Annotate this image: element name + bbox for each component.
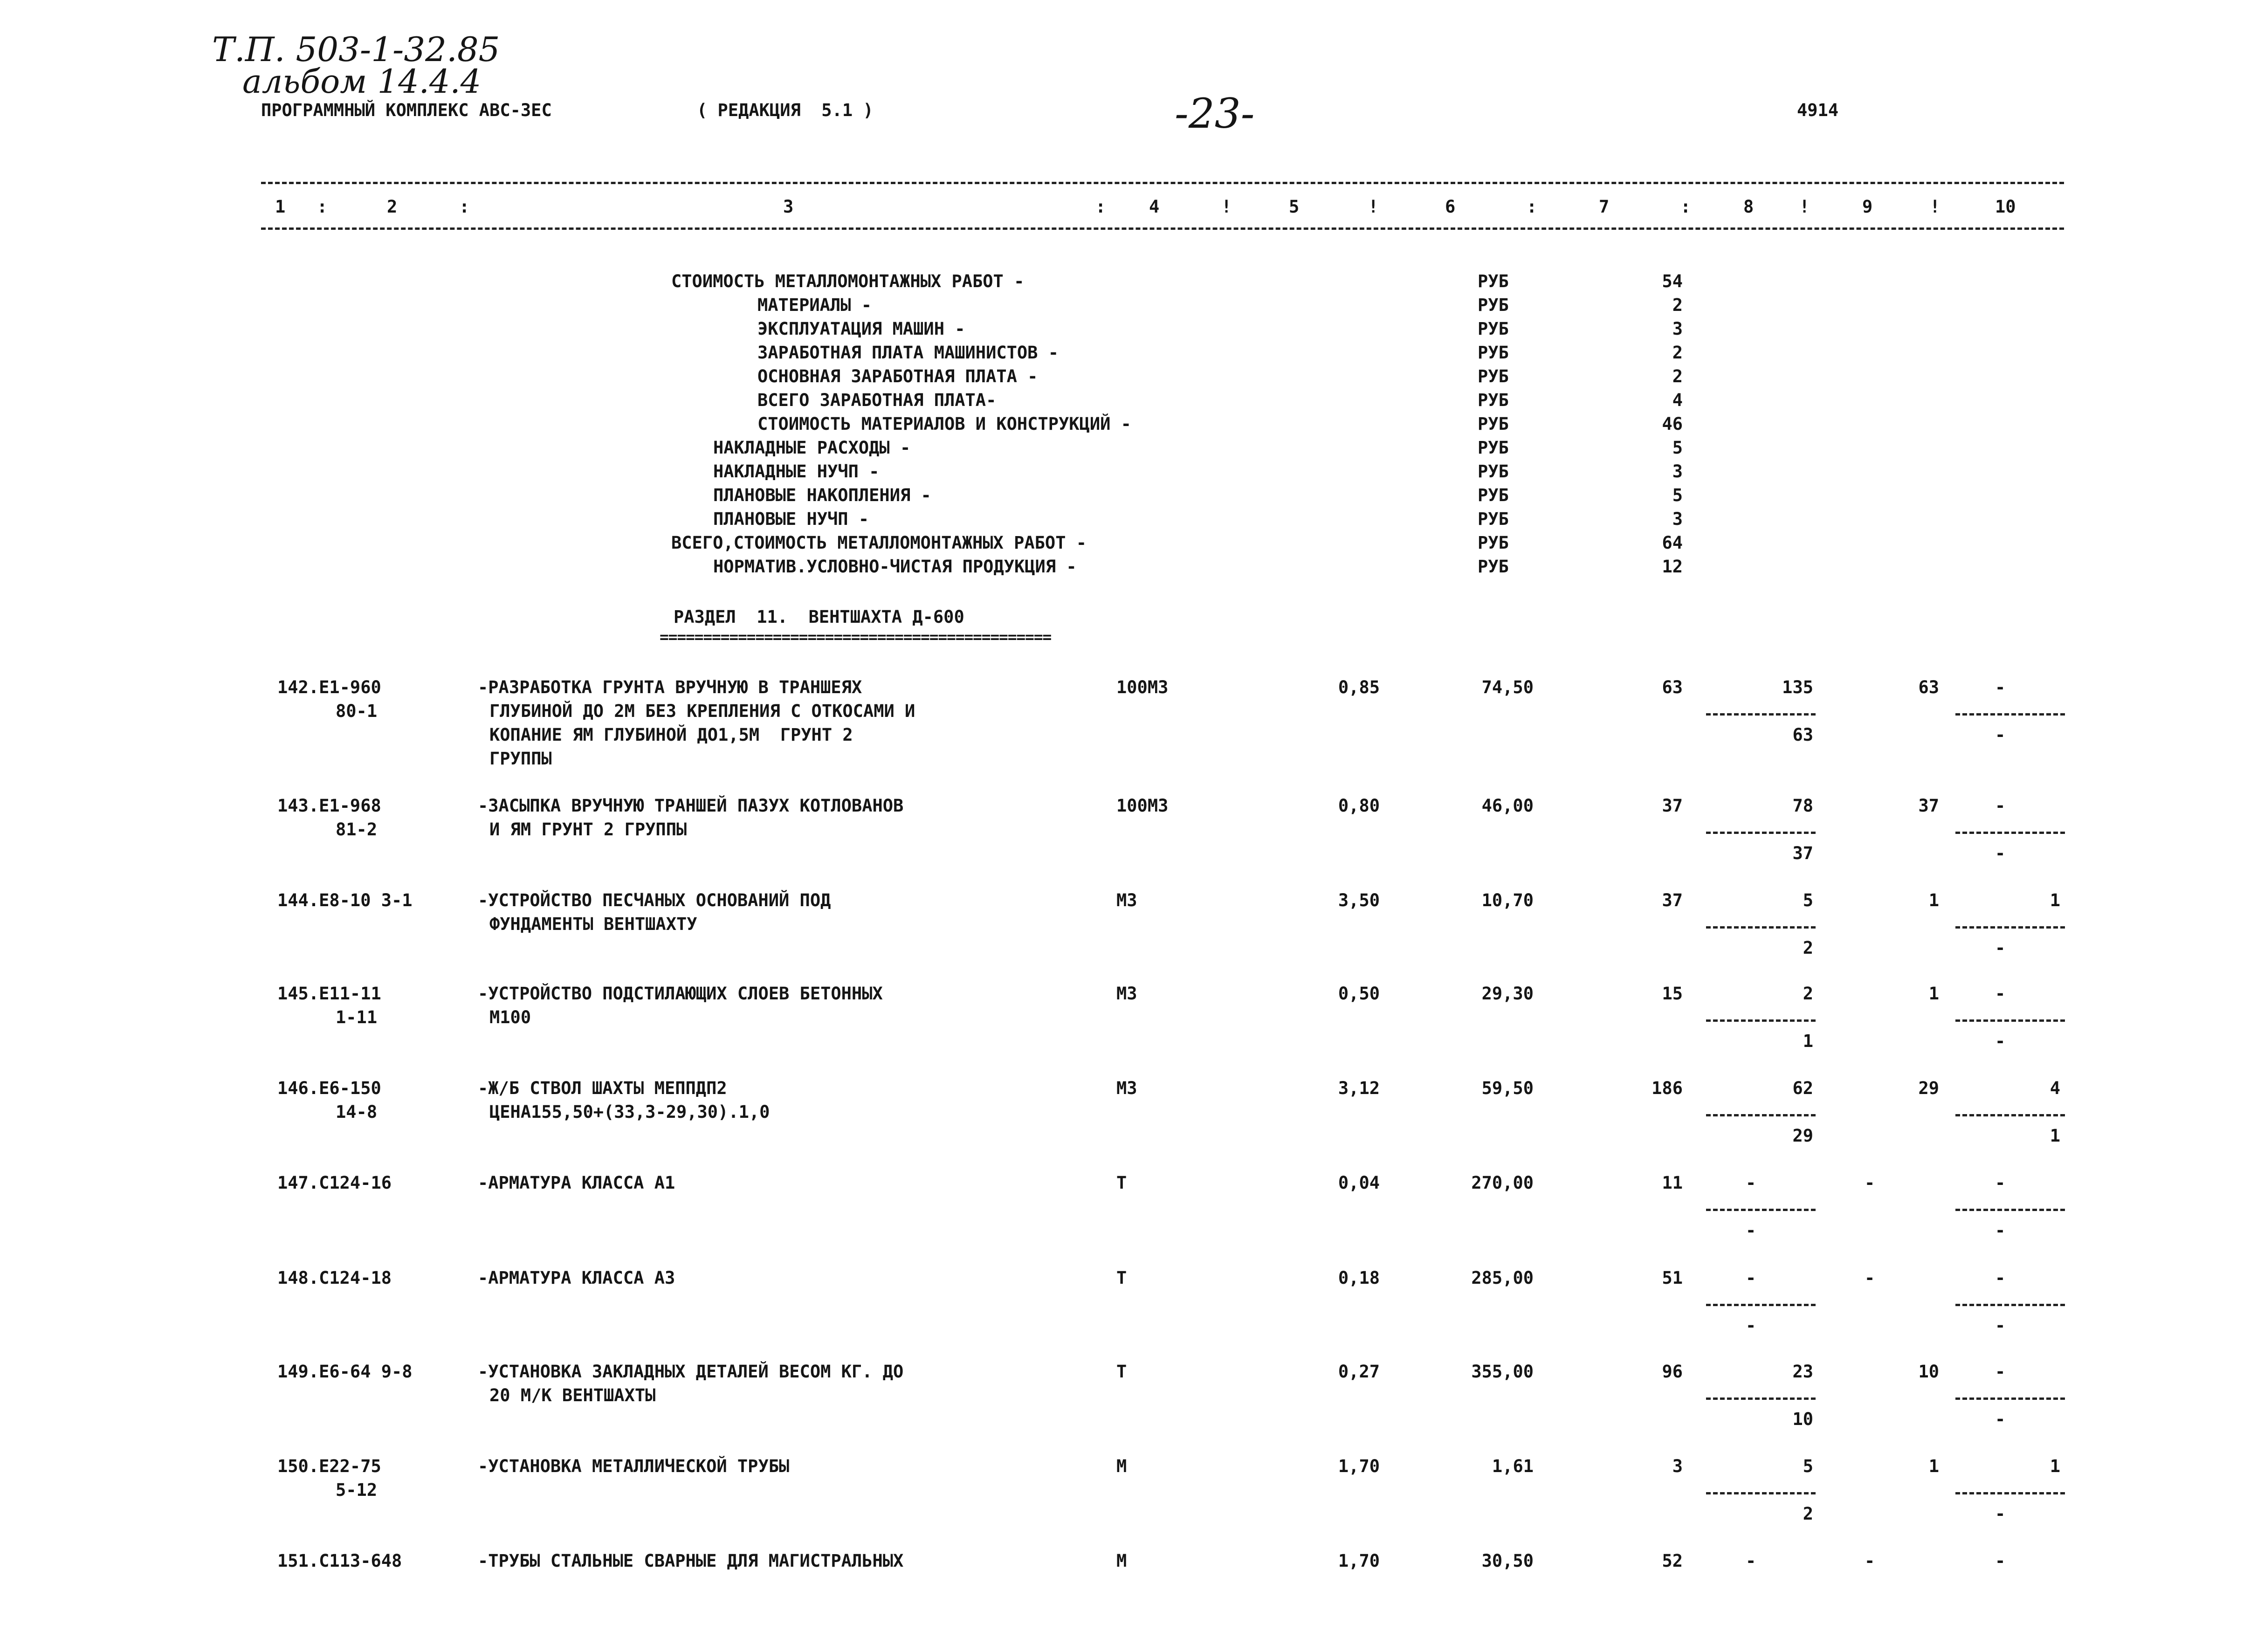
row-total: 37 [1662,796,1683,816]
summary-value: 3 [1672,319,1683,339]
row-col10-top: 4 [2050,1078,2060,1098]
row-total: 3 [1672,1456,1683,1476]
row-col10-rule [1955,1397,2065,1400]
row-col10-rule [1955,926,2065,929]
row-col10-bottom: - [1995,1220,2006,1240]
row-col8-bottom: 1 [1803,1031,1813,1051]
row-col10-top: - [1995,984,2006,1004]
col-sep: : [1095,197,1106,217]
col-sep: : [317,197,328,217]
col-sep: : [1680,197,1691,217]
row-unit: Т [1116,1268,1127,1288]
row-col8-bottom: - [1746,1315,1756,1335]
row-col8-rule [1706,1492,1816,1494]
row-total: 11 [1662,1173,1683,1193]
row-price: 10,70 [1481,890,1534,910]
row-col10-rule [1955,1209,2065,1211]
row-price: 285,00 [1471,1268,1534,1288]
row-col9: - [1865,1551,1875,1571]
col-10: 10 [1995,197,2016,217]
row-desc-line: -АРМАТУРА КЛАССА А1 [478,1173,675,1193]
row-col9: 1 [1928,984,1939,1004]
row-col8-rule [1706,1019,1816,1022]
row-qty: 0,50 [1338,984,1380,1004]
row-qty: 0,27 [1338,1362,1380,1382]
section-title: РАЗДЕЛ 11. ВЕНТШАХТА Д-600 [674,607,964,627]
row-code: 147.С124-16 [277,1173,392,1193]
summary-unit: РУБ [1478,509,1509,529]
col-7: 7 [1599,197,1610,217]
row-col8-bottom: 2 [1803,938,1813,958]
summary-label: НАКЛАДНЫЕ НУЧП - [713,461,880,482]
row-code: 151.С113-648 [277,1551,402,1571]
row-col10-top: - [1995,1268,2006,1288]
row-col8-bottom: 2 [1803,1504,1813,1524]
summary-unit: РУБ [1478,343,1509,363]
row-unit: 100М3 [1116,796,1169,816]
summary-label: ОСНОВНАЯ ЗАРАБОТНАЯ ПЛАТА - [757,366,1038,386]
row-code: 148.С124-18 [277,1268,392,1288]
row-unit: М [1116,1456,1127,1476]
row-col10-top: - [1995,1362,2006,1382]
row-desc-line: -Ж/Б СТВОЛ ШАХТЫ МЕППДП2 [478,1078,727,1098]
row-col8-top: - [1746,1173,1756,1193]
col-4: 4 [1149,197,1160,217]
row-price: 59,50 [1481,1078,1534,1098]
row-unit: М3 [1116,1078,1137,1098]
row-col8-top: 62 [1792,1078,1813,1098]
row-col10-rule [1955,713,2065,716]
row-col10-bottom: - [1995,1315,2006,1335]
summary-unit: РУБ [1478,271,1509,291]
row-desc-line: -РАЗРАБОТКА ГРУНТА ВРУЧНУЮ В ТРАНШЕЯХ [478,677,862,697]
row-col9: 1 [1928,1456,1939,1476]
program-edition: ( РЕДАКЦИЯ 5.1 ) [697,100,874,120]
row-col10-bottom: - [1995,1409,2006,1429]
row-code-sub: 80-1 [336,701,378,721]
row-qty: 0,04 [1338,1173,1380,1193]
summary-unit: РУБ [1478,295,1509,315]
row-col10-top: 1 [2050,890,2060,910]
row-desc-line: КОПАНИЕ ЯМ ГЛУБИНОЙ ДО1,5М ГРУНТ 2 [489,725,853,745]
row-col9: - [1865,1268,1875,1288]
row-col10-rule [1955,1019,2065,1022]
row-col10-top: - [1995,1173,2006,1193]
summary-unit: РУБ [1478,461,1509,482]
col-8: 8 [1743,197,1754,217]
col-sep: ! [1221,197,1232,217]
summary-label: СТОИМОСТЬ МАТЕРИАЛОВ И КОНСТРУКЦИЙ - [757,414,1131,434]
row-price: 29,30 [1481,984,1534,1004]
summary-unit: РУБ [1478,438,1509,458]
document-code: 4914 [1797,100,1839,120]
section-underline: ============================================= [660,628,1052,646]
summary-label: ВСЕГО ЗАРАБОТНАЯ ПЛАТА- [757,390,997,410]
row-code-sub: 1-11 [336,1007,378,1027]
row-col10-top: - [1995,677,2006,697]
row-code: 143.Е1-968 [277,796,381,816]
row-col8-rule [1706,1397,1816,1400]
row-price: 270,00 [1471,1173,1534,1193]
summary-unit: РУБ [1478,319,1509,339]
handwritten-project-number: Т.П. 503-1-32.85 [212,30,500,69]
row-code: 142.Е1-960 [277,677,381,697]
col-3: 3 [783,197,794,217]
summary-value: 3 [1672,461,1683,482]
row-unit: 100М3 [1116,677,1169,697]
row-desc-line: -УСТАНОВКА ЗАКЛАДНЫХ ДЕТАЛЕЙ ВЕСОМ КГ. ДО [478,1362,904,1382]
row-col8-top: 78 [1792,796,1813,816]
row-unit: Т [1116,1362,1127,1382]
row-col10-rule [1955,1114,2065,1116]
row-col8-top: 5 [1803,890,1813,910]
row-col8-bottom: 29 [1792,1126,1813,1146]
row-total: 37 [1662,890,1683,910]
row-col8-bottom: 10 [1792,1409,1813,1429]
row-code: 150.Е22-75 [277,1456,381,1476]
summary-unit: РУБ [1478,557,1509,577]
col-9: 9 [1862,197,1873,217]
row-desc-line: ГЛУБИНОЙ ДО 2М БЕЗ КРЕПЛЕНИЯ С ОТКОСАМИ И [489,701,915,721]
row-code: 144.Е8-10 3-1 [277,890,413,910]
row-col8-top: 2 [1803,984,1813,1004]
summary-value: 3 [1672,509,1683,529]
row-total: 186 [1651,1078,1683,1098]
row-code-sub: 81-2 [336,819,378,840]
row-col10-rule [1955,1492,2065,1494]
row-col10-top: - [1995,796,2006,816]
col-sep: : [1527,197,1537,217]
summary-value: 5 [1672,438,1683,458]
row-unit: М3 [1116,890,1137,910]
row-col10-rule [1955,832,2065,834]
summary-label: НОРМАТИВ.УСЛОВНО-ЧИСТАЯ ПРОДУКЦИЯ - [713,557,1077,577]
summary-label: ПЛАНОВЫЕ НАКОПЛЕНИЯ - [713,485,931,505]
row-col10-rule [1955,1304,2065,1306]
summary-unit: РУБ [1478,485,1509,505]
row-code-sub: 14-8 [336,1102,378,1122]
program-name: ПРОГРАММНЫЙ КОМПЛЕКС АВС-3ЕС [261,100,552,120]
row-desc-line: -ЗАСЫПКА ВРУЧНУЮ ТРАНШЕЙ ПАЗУХ КОТЛОВАНОВ [478,796,904,816]
row-col8-bottom: 37 [1792,843,1813,863]
summary-value: 2 [1672,343,1683,363]
row-qty: 0,18 [1338,1268,1380,1288]
row-code: 145.Е11-11 [277,984,381,1004]
row-col8-bottom: - [1746,1220,1756,1240]
row-col10-bottom: - [1995,938,2006,958]
row-desc-line: ФУНДАМЕНТЫ ВЕНТШАХТУ [489,914,697,934]
row-desc-line: 20 М/К ВЕНТШАХТЫ [489,1385,656,1405]
row-col8-rule [1706,1209,1816,1211]
col-sep: : [459,197,470,217]
row-col10-bottom: - [1995,843,2006,863]
row-col10-bottom: - [1995,1504,2006,1524]
row-unit: Т [1116,1173,1127,1193]
summary-value: 5 [1672,485,1683,505]
row-price: 355,00 [1471,1362,1534,1382]
row-total: 15 [1662,984,1683,1004]
summary-unit: РУБ [1478,533,1509,553]
row-desc-line: -УСТАНОВКА МЕТАЛЛИЧЕСКОЙ ТРУБЫ [478,1456,790,1476]
row-code-sub: 5-12 [336,1480,378,1500]
summary-label: ВСЕГО,СТОИМОСТЬ МЕТАЛЛОМОНТАЖНЫХ РАБОТ - [671,533,1087,553]
col-1: 1 [275,197,286,217]
row-col8-rule [1706,926,1816,929]
row-col9: 1 [1928,890,1939,910]
row-desc-line: -ТРУБЫ СТАЛЬНЫЕ СВАРНЫЕ ДЛЯ МАГИСТРАЛЬНЫХ [478,1551,904,1571]
page-number: -23- [1175,89,1255,138]
row-qty: 1,70 [1338,1456,1380,1476]
row-qty: 0,85 [1338,677,1380,697]
row-col8-bottom: 63 [1792,725,1813,745]
summary-label: НАКЛАДНЫЕ РАСХОДЫ - [713,438,911,458]
col-5: 5 [1289,197,1300,217]
row-col10-top: - [1995,1551,2006,1571]
row-qty: 3,50 [1338,890,1380,910]
row-code: 146.Е6-150 [277,1078,381,1098]
row-desc-line: -АРМАТУРА КЛАССА А3 [478,1268,675,1288]
row-desc-line: -УСТРОЙСТВО ПОДСТИЛАЮЩИХ СЛОЕВ БЕТОННЫХ [478,984,883,1004]
row-qty: 1,70 [1338,1551,1380,1571]
summary-value: 46 [1662,414,1683,434]
row-price: 46,00 [1481,796,1534,816]
summary-value: 2 [1672,366,1683,386]
row-col8-rule [1706,1114,1816,1116]
row-code: 149.Е6-64 9-8 [277,1362,413,1382]
summary-label: ЗАРАБОТНАЯ ПЛАТА МАШИНИСТОВ - [757,343,1059,363]
row-col9: 63 [1918,677,1939,697]
row-col8-rule [1706,832,1816,834]
col-sep: ! [1930,197,1940,217]
summary-value: 64 [1662,533,1683,553]
row-total: 96 [1662,1362,1683,1382]
row-total: 63 [1662,677,1683,697]
row-col8-rule [1706,1304,1816,1306]
table-top-rule [261,182,2064,184]
handwritten-album-number: альбом 14.4.4 [242,62,482,101]
summary-value: 54 [1662,271,1683,291]
row-desc-line: М100 [489,1007,531,1027]
col-sep: ! [1368,197,1379,217]
summary-value: 2 [1672,295,1683,315]
row-total: 52 [1662,1551,1683,1571]
summary-label: СТОИМОСТЬ МЕТАЛЛОМОНТАЖНЫХ РАБОТ - [671,271,1025,291]
row-col9: 10 [1918,1362,1939,1382]
summary-label: ПЛАНОВЫЕ НУЧП - [713,509,869,529]
summary-unit: РУБ [1478,414,1509,434]
row-desc-line: И ЯМ ГРУНТ 2 ГРУППЫ [489,819,687,840]
row-col8-top: 135 [1782,677,1813,697]
row-total: 51 [1662,1268,1683,1288]
col-2: 2 [387,197,398,217]
table-header-rule [261,227,2064,230]
row-col10-top: 1 [2050,1456,2060,1476]
row-col8-top: - [1746,1268,1756,1288]
row-qty: 3,12 [1338,1078,1380,1098]
row-col8-top: 5 [1803,1456,1813,1476]
row-col8-rule [1706,713,1816,716]
row-unit: М [1116,1551,1127,1571]
row-col9: 29 [1918,1078,1939,1098]
row-col10-bottom: 1 [2050,1126,2060,1146]
row-price: 30,50 [1481,1551,1534,1571]
summary-label: ЭКСПЛУАТАЦИЯ МАШИН - [757,319,965,339]
row-price: 74,50 [1481,677,1534,697]
row-unit: М3 [1116,984,1137,1004]
row-desc-line: ГРУППЫ [489,749,552,769]
row-qty: 0,80 [1338,796,1380,816]
summary-value: 12 [1662,557,1683,577]
row-desc-line: -УСТРОЙСТВО ПЕСЧАНЫХ ОСНОВАНИЙ ПОД [478,890,831,910]
row-col9: 37 [1918,796,1939,816]
row-desc-line: ЦЕНА155,50+(33,3-29,30).1,0 [489,1102,770,1122]
summary-label: МАТЕРИАЛЫ - [757,295,872,315]
row-col8-top: 23 [1792,1362,1813,1382]
row-col10-bottom: - [1995,1031,2006,1051]
row-col10-bottom: - [1995,725,2006,745]
col-sep: ! [1799,197,1810,217]
summary-unit: РУБ [1478,390,1509,410]
row-price: 1,61 [1492,1456,1534,1476]
summary-value: 4 [1672,390,1683,410]
summary-unit: РУБ [1478,366,1509,386]
row-col8-top: - [1746,1551,1756,1571]
row-col9: - [1865,1173,1875,1193]
col-6: 6 [1445,197,1456,217]
